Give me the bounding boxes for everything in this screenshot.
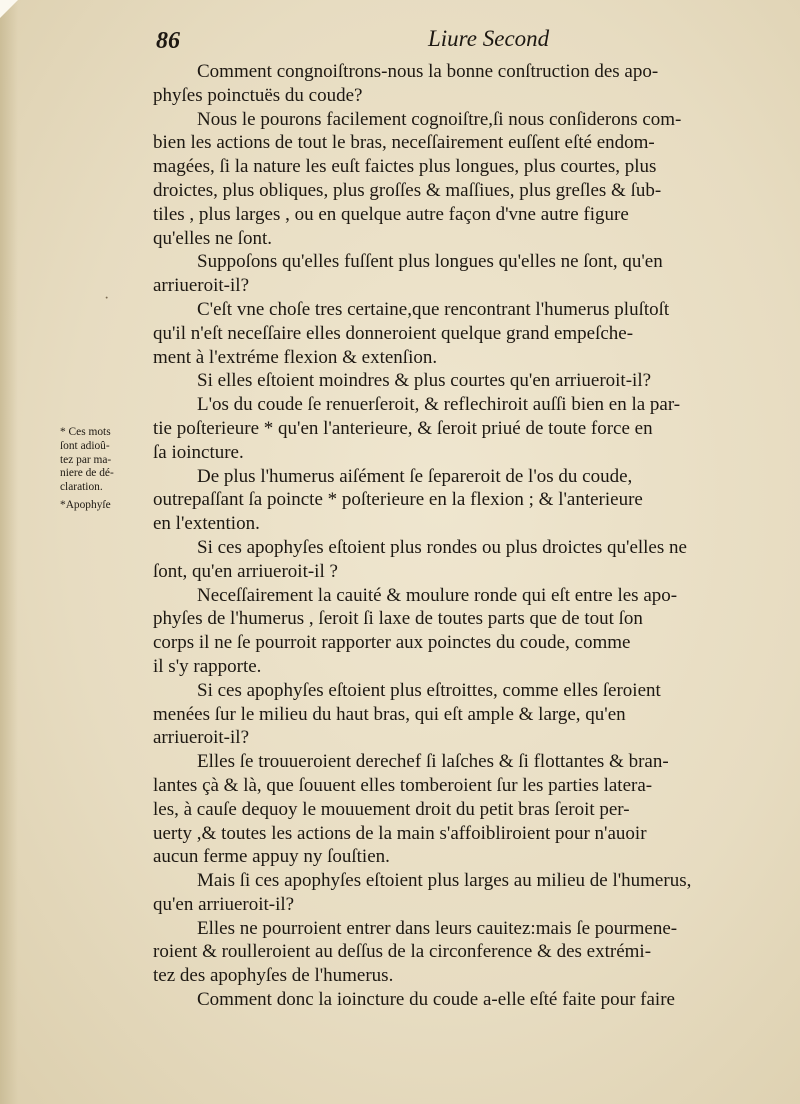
text-line: Comment congnoiſtrons-nous la bonne conſtruction des apo- [197, 61, 659, 82]
page-number: 86 [156, 28, 180, 54]
text-line: tiles , plus larges , ou en quelque autre façon d'vne autre figure [153, 203, 629, 225]
margin-note-line: * Ces mots [60, 426, 111, 438]
ink-speck: · [104, 290, 110, 307]
text-line: qu'elles ne ſont. [153, 227, 272, 249]
margin-note-line: ſont adioû- [60, 439, 110, 452]
text-line: Comment donc la ioincture du coude a-elle eſté faite pour faire [197, 989, 675, 1011]
text-line: L'os du coude ſe renuerſeroit, & reflechiroit auſſi bien en la par- [197, 394, 681, 416]
text-line: les, à cauſe dequoy le mouuement droit du petit bras ſeroit per- [153, 798, 630, 820]
text-line: bien les actions de tout le bras, neceſſairement euſſent eſté endom- [153, 132, 655, 154]
text-line: lantes çà & là, que ſouuent elles tomberoient ſur les parties latera- [153, 774, 653, 796]
text-line: ſont, qu'en arriueroit-il ? [153, 560, 338, 582]
text-line: uerty ,& toutes les actions de la main s'affoibliroient pour n'auoir [153, 822, 647, 844]
text-line: Si ces apophyſes eſtoient plus eſtroittes, comme elles ſeroient [197, 679, 661, 701]
text-line: Si elles eſtoient moindres & plus courtes qu'en arriueroit-il? [197, 370, 652, 392]
margin-note-line: claration. [60, 481, 103, 494]
text-line: Suppoſons qu'elles fuſſent plus longues qu'elles ne ſont, qu'en [197, 251, 663, 273]
page-gutter-shadow [0, 0, 18, 1104]
running-head: Liure Second [428, 26, 550, 51]
page-corner [0, 0, 18, 18]
margin-note-line: *Apophyſe [60, 498, 111, 511]
text-line: corps il ne ſe pourroit rapporter aux poinctes du coude, comme [153, 632, 631, 654]
text-line: ment à l'extréme flexion & extenſion. [153, 346, 438, 368]
text-line: tie poſterieure * qu'en l'anterieure, & ſeroit priué de toute force en [153, 417, 653, 439]
main-text-block [153, 60, 781, 1012]
text-line: Elles ſe trouueroient derechef ſi laſches & ſi flottantes & bran- [197, 751, 669, 773]
text-line: roient & roulleroient au deſſus de la circonference & des extrémi- [153, 941, 652, 963]
text-line: Nous le pourons facilement cognoiſtre,ſi nous conſiderons com- [197, 108, 682, 130]
text-line: Si ces apophyſes eſtoient plus rondes ou plus droictes qu'elles ne [197, 536, 687, 558]
text-line: De plus l'humerus aiſément ſe ſepareroit de l'os du coude, [197, 465, 633, 487]
text-line: droictes, plus obliques, plus groſſes & maſſiues, plus greſles & ſub- [153, 179, 662, 201]
margin-note-line: niere de dé- [60, 467, 114, 480]
text-line: en l'extention. [153, 513, 260, 535]
text-line: ſa ioincture. [153, 441, 244, 463]
text-line: menées ſur le milieu du haut bras, qui eſt ample & large, qu'en [153, 703, 626, 725]
text-line: arriueroit-il? [153, 275, 250, 297]
text-line: qu'il n'eſt neceſſaire elles donneroient quelque grand empeſche- [153, 322, 634, 344]
text-line: outrepaſſant ſa poincte * poſterieure en la flexion ; & l'anterieure [153, 489, 643, 511]
text-line: phyſes de l'humerus , ſeroit ſi laxe de toutes parts que de tout ſon [153, 608, 643, 630]
text-line: il s'y rapporte. [153, 655, 262, 677]
text-line: qu'en arriueroit-il? [153, 893, 295, 915]
margin-note [60, 426, 152, 513]
text-line: magées, ſi la nature les euſt faictes plus longues, plus courtes, plus [153, 156, 657, 178]
text-line: arriueroit-il? [153, 727, 250, 749]
text-line: Neceſſairement la cauité & moulure ronde qui eſt entre les apo- [197, 584, 678, 606]
text-line: Mais ſi ces apophyſes eſtoient plus larges au milieu de l'humerus, [197, 870, 692, 892]
text-line: aucun ferme appuy ny ſouſtien. [153, 846, 390, 868]
text-line: C'eſt vne choſe tres certaine,que rencontrant l'humerus pluſtoſt [197, 298, 670, 320]
text-line: Elles ne pourroient entrer dans leurs cauitez:mais ſe pourmene- [197, 917, 678, 939]
text-line: tez des apophyſes de l'humerus. [153, 965, 394, 987]
text-line: phyſes poinctuës du coude? [153, 84, 363, 106]
margin-note-line: tez par ma- [60, 453, 112, 466]
